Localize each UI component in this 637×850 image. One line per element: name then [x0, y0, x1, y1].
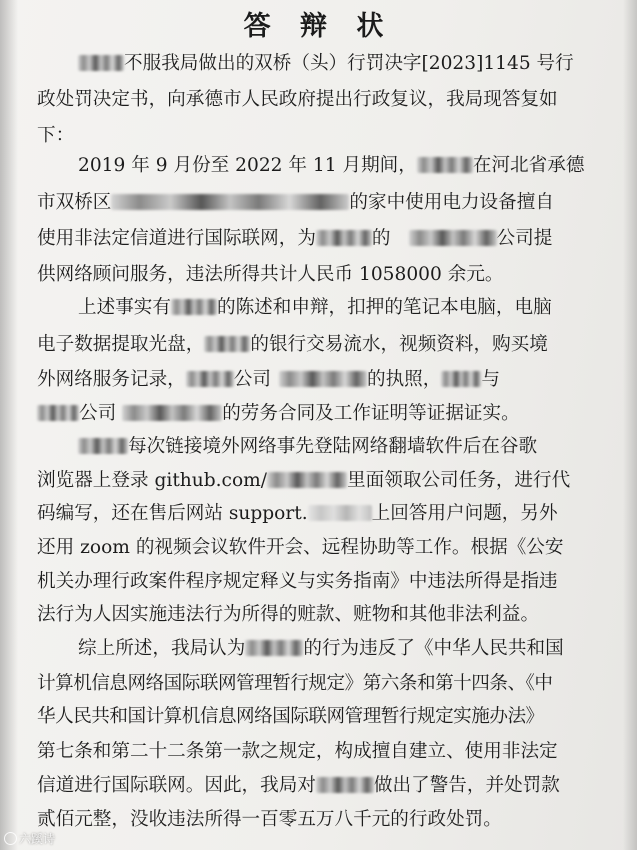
text-line: 2019 年 9 月份至 2022 年 11 月期间， 在河北省承德 [78, 155, 585, 176]
text-line: 码编写，还在售后网站 support. 上回答用户问题，另外 [37, 503, 558, 524]
text-line: 电子数据提取光盘， 的银行交易流水，视频资料，购买境 [37, 334, 548, 355]
text-line: 市双桥区 的家中使用电力设备擅自 [37, 192, 554, 213]
text-line: 机关办理行政案件程序规定释义与实务指南》中违法所得是指违 [37, 571, 558, 592]
redacted-name [316, 777, 374, 793]
text-line: 法行为人因实施违法行为所得的赃款、赃物和其他非法利益。 [37, 604, 540, 625]
document-title: 答 辩 状 [243, 11, 394, 42]
text-line: 信道进行国际联网。因此，我局对 做出了警告，并处罚款 [37, 775, 560, 796]
page-shadow-right [623, 0, 637, 850]
text-line: 贰佰元整，没收违法所得一百零五万八千元的行政处罚。 [37, 809, 502, 830]
redacted-name [78, 55, 124, 71]
redacted-url [308, 505, 372, 521]
text-line: 政处罚决定书，向承德市人民政府提出行政复议，我局现答复如 [37, 89, 558, 110]
text-line: 浏览器上登录 github.com/ 里面领取公司任务，进行代 [37, 470, 571, 491]
redacted-name [441, 371, 481, 387]
text-line: 第七条和第二十二条第一款之规定，构成擅自建立、使用非法定 [37, 741, 558, 762]
text-line: 每次链接境外网络事先登陆网络翻墙软件后在谷歌 [78, 438, 637, 457]
watermark: 六蹊诗 [4, 830, 55, 847]
redacted-company [37, 405, 79, 421]
text-line: 下： [37, 125, 75, 146]
redacted-name [78, 438, 128, 454]
text-line: 还用 zoom 的视频会议软件开会、远程协助等工作。根据《公安 [37, 537, 564, 558]
text-line: 不服我局做出的双桥（头）行罚决字[2023]1145 号行 [78, 55, 637, 74]
redacted-url [267, 472, 347, 488]
text-line: 计算机信息网络国际联网管理暂行规定》第六条和第十四条、《中 [37, 673, 553, 694]
text-line: 上述事实有 的陈述和申辩，扣押的笔记本电脑，电脑 [78, 297, 552, 318]
redacted-name [245, 640, 303, 656]
redacted-company [409, 230, 497, 246]
page-shadow-left [0, 0, 18, 850]
text-line: 供网络顾问服务，违法所得共计人民币 1058000 余元。 [37, 264, 504, 285]
redacted-name [204, 336, 250, 352]
text-line: 使用非法定信道进行国际联网，为 的 公司提 [37, 228, 553, 249]
redacted-name [316, 230, 372, 246]
text-line: 综上所述，我局认为 的行为违反了《中华人民共和国 [78, 638, 564, 659]
redacted-company [279, 371, 367, 387]
text-line: 外网络服务记录， 公司 的执照， 与 [37, 369, 500, 390]
redacted-name [417, 157, 473, 173]
text-line: 公司 的劳务合同及工作证明等证据证实。 [37, 405, 597, 424]
redacted-name [122, 405, 222, 421]
redacted-address [111, 194, 349, 210]
text-line: 华人民共和国计算机信息网络国际联网管理暂行规定实施办法》 [37, 706, 544, 727]
redacted-name [171, 299, 217, 315]
camera-icon [4, 832, 17, 845]
redacted-company [186, 371, 234, 387]
